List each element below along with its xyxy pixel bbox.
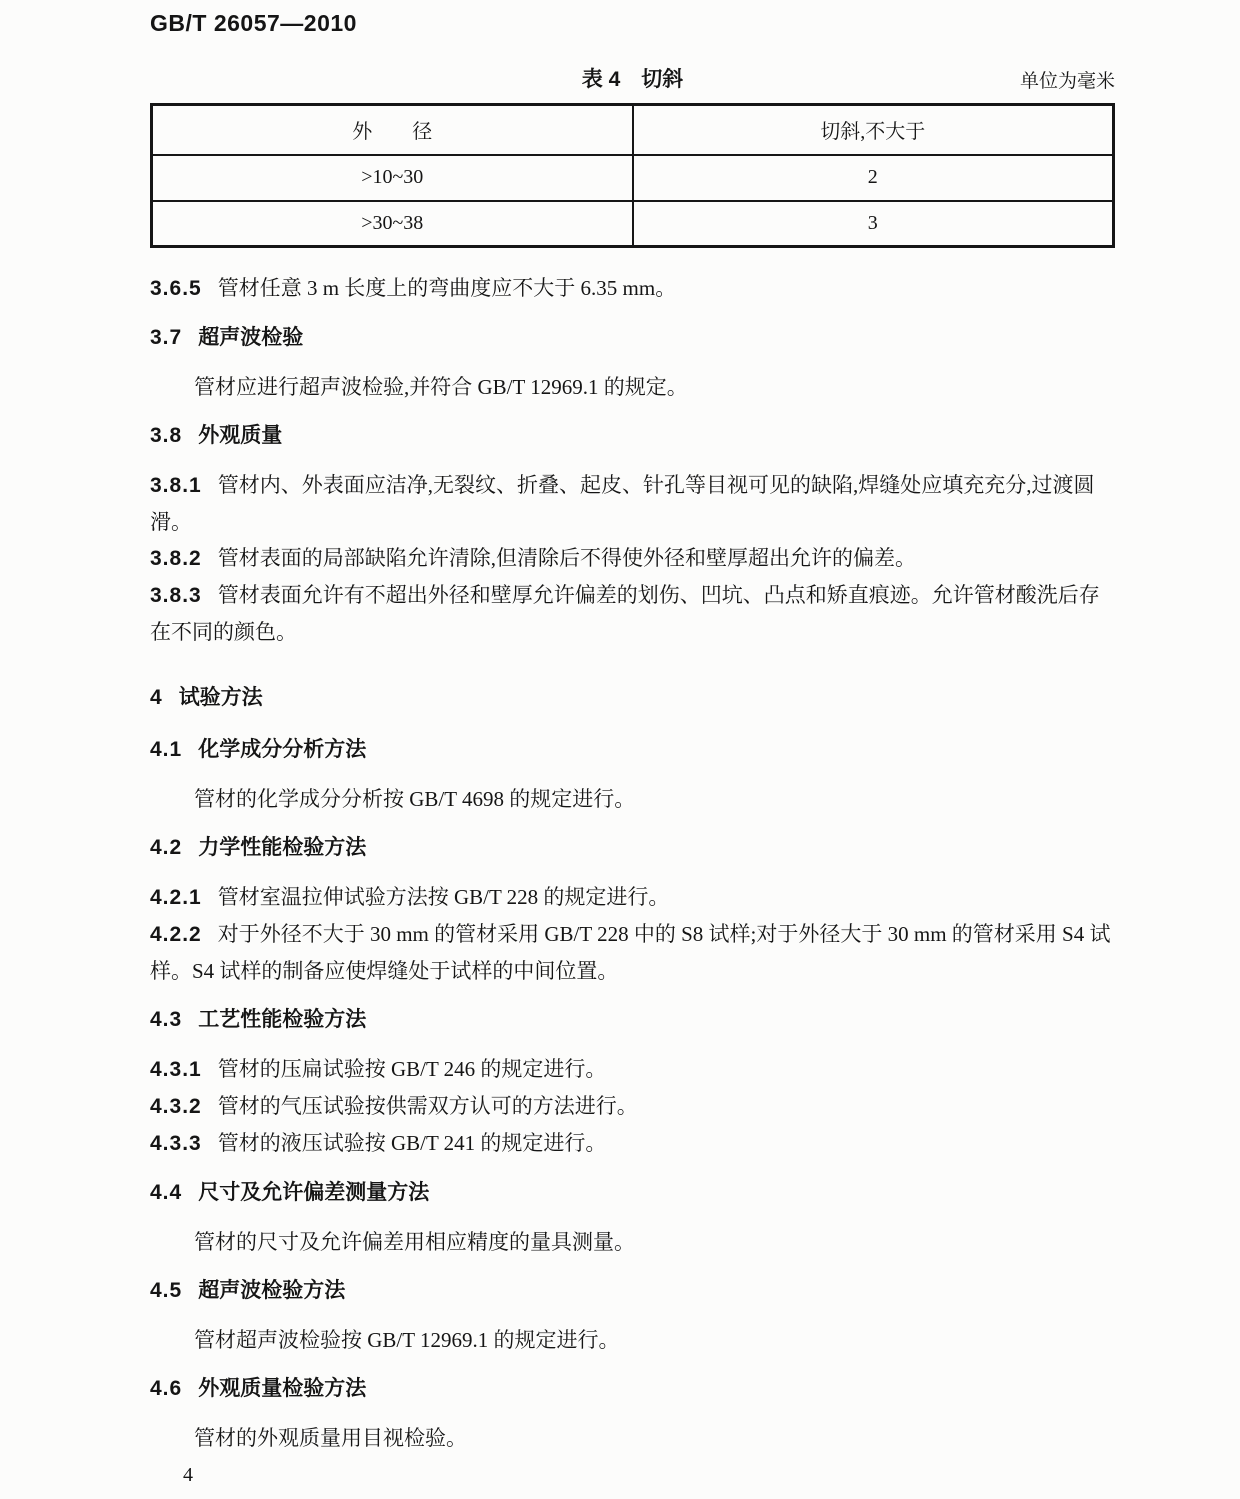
heading-title: 外观质量 <box>198 424 283 447</box>
chapter-number: 4 <box>150 686 163 709</box>
clause-number: 4.3.2 <box>150 1095 202 1118</box>
table-header-outer-diameter: 外 径 <box>152 105 633 155</box>
table-row <box>152 155 1114 201</box>
clause-text: 管材室温拉伸试验方法按 GB/T 228 的规定进行。 <box>217 885 670 909</box>
clause-text: 管材的液压试验按 GB/T 241 的规定进行。 <box>217 1131 607 1155</box>
clause-3-6-5 <box>150 270 1115 307</box>
heading-number: 4.2 <box>150 836 183 859</box>
heading-number: 4.4 <box>150 1181 183 1204</box>
table-caption: 表 4 切斜 <box>581 68 684 91</box>
clause-number: 3.8.2 <box>150 547 202 570</box>
paragraph-4-5: 管材超声波检验按 GB/T 12969.1 的规定进行。 <box>194 1328 620 1352</box>
clause-text: 管材的压扁试验按 GB/T 246 的规定进行。 <box>217 1057 607 1081</box>
clause-number: 3.6.5 <box>150 277 202 300</box>
table-header-row <box>152 105 1114 155</box>
paragraph-4-6: 管材的外观质量用目视检验。 <box>194 1426 467 1450</box>
heading-title: 超声波检验 <box>198 326 304 349</box>
heading-title: 超声波检验方法 <box>198 1279 346 1302</box>
clause-text: 管材任意 3 m 长度上的弯曲度应不大于 6.35 mm。 <box>217 276 677 300</box>
heading-number: 4.6 <box>150 1377 183 1400</box>
clause-number: 3.8.1 <box>150 474 202 497</box>
table-row <box>152 201 1114 247</box>
clause-text: 对于外径不大于 30 mm 的管材采用 GB/T 228 中的 S8 试样;对于外径大于 30 mm 的管材采用 S4 试样。S4 试样的制备应使焊缝处于试样的中间位置。 <box>150 922 1111 983</box>
heading-title: 工艺性能检验方法 <box>198 1008 367 1031</box>
table-cell-value: 2 <box>633 155 1114 201</box>
table-unit-note: 单位为毫米 <box>1019 71 1115 92</box>
heading-4-1 <box>150 732 1115 768</box>
table-cell-diameter: >10~30 <box>152 155 633 201</box>
body-text <box>150 270 1115 1456</box>
heading-4-6 <box>150 1371 1115 1407</box>
chapter-title: 试验方法 <box>178 686 263 709</box>
clause-number: 4.3.3 <box>150 1132 202 1155</box>
heading-3-8 <box>150 418 1115 454</box>
table-cell-value: 3 <box>633 201 1114 247</box>
heading-3-7 <box>150 320 1115 356</box>
table-caption-row <box>150 63 1115 95</box>
clause-3-8-3 <box>150 577 1115 650</box>
heading-number: 3.8 <box>150 424 183 447</box>
clause-number: 4.2.2 <box>150 923 202 946</box>
clause-3-8-1 <box>150 467 1115 540</box>
paragraph-4-4: 管材的尺寸及允许偏差用相应精度的量具测量。 <box>194 1230 635 1254</box>
clause-4-3-2 <box>150 1088 1115 1125</box>
chapter-heading-4 <box>150 680 1115 716</box>
clause-number: 4.2.1 <box>150 886 202 909</box>
clause-number: 3.8.3 <box>150 584 202 607</box>
heading-title: 尺寸及允许偏差测量方法 <box>198 1181 430 1204</box>
heading-number: 4.1 <box>150 738 183 761</box>
heading-title: 化学成分分析方法 <box>198 738 367 761</box>
clause-4-2-2 <box>150 916 1115 989</box>
clause-4-2-1 <box>150 879 1115 916</box>
clause-text: 管材表面的局部缺陷允许清除,但清除后不得使外径和壁厚超出允许的偏差。 <box>217 546 916 570</box>
table-header-cut-slant: 切斜,不大于 <box>633 105 1114 155</box>
paragraph-3-7: 管材应进行超声波检验,并符合 GB/T 12969.1 的规定。 <box>194 375 688 399</box>
heading-number: 4.5 <box>150 1279 183 1302</box>
clause-text: 管材内、外表面应洁净,无裂纹、折叠、起皮、针孔等目视可见的缺陷,焊缝处应填充充分,过渡圆滑。 <box>150 473 1095 534</box>
cut-slant-table <box>150 103 1115 248</box>
heading-title: 外观质量检验方法 <box>198 1377 367 1400</box>
heading-number: 4.3 <box>150 1008 183 1031</box>
heading-4-5 <box>150 1273 1115 1309</box>
clause-4-3-1 <box>150 1051 1115 1088</box>
standard-number: GB/T 26057—2010 <box>150 10 357 36</box>
clause-text: 管材的气压试验按供需双方认可的方法进行。 <box>217 1094 638 1118</box>
table-cell-diameter: >30~38 <box>152 201 633 247</box>
clause-text: 管材表面允许有不超出外径和壁厚允许偏差的划伤、凹坑、凸点和矫直痕迹。允许管材酸洗后存在不同的颜色。 <box>150 583 1100 644</box>
heading-4-2 <box>150 830 1115 866</box>
clause-3-8-2 <box>150 540 1115 577</box>
heading-4-4 <box>150 1175 1115 1211</box>
clause-4-3-3 <box>150 1125 1115 1162</box>
heading-4-3 <box>150 1002 1115 1038</box>
heading-number: 3.7 <box>150 326 183 349</box>
clause-number: 4.3.1 <box>150 1058 202 1081</box>
heading-title: 力学性能检验方法 <box>198 836 367 859</box>
page-number: 4 <box>183 1464 193 1486</box>
paragraph-4-1: 管材的化学成分分析按 GB/T 4698 的规定进行。 <box>194 787 636 811</box>
